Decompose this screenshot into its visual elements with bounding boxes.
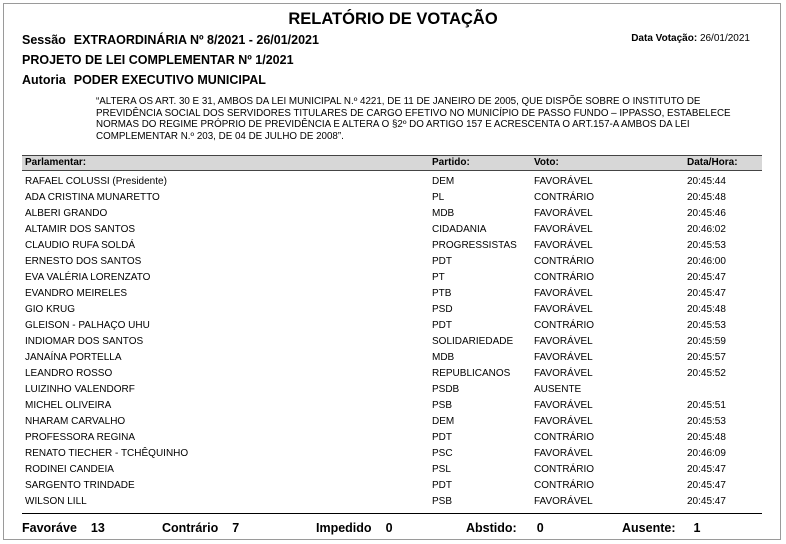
member-party: PL (432, 192, 445, 203)
member-name: MICHEL OLIVEIRA (25, 400, 112, 411)
project-title: PROJETO DE LEI COMPLEMENTAR Nº 1/2021 (22, 53, 294, 67)
header-party: Partido: (432, 157, 470, 168)
table-row (22, 174, 762, 190)
member-vote: CONTRÁRIO (534, 480, 594, 491)
member-party: PT (432, 272, 445, 283)
member-party: PSB (432, 496, 453, 507)
table-row (22, 430, 762, 446)
vote-date (631, 33, 750, 44)
table-row (22, 382, 762, 398)
member-name: RODINEI CANDEIA (25, 464, 114, 475)
member-party: PSC (432, 448, 453, 459)
vote-time: 20:45:57 (687, 352, 726, 363)
vote-date-label: Data Votação: (631, 33, 698, 44)
member-party: CIDADANIA (432, 224, 487, 235)
vote-time: 20:45:48 (687, 304, 726, 315)
member-party: PROGRESSISTAS (432, 240, 517, 251)
table-row (22, 350, 762, 366)
member-name: SARGENTO TRINDADE (25, 480, 135, 491)
table-row (22, 222, 762, 238)
member-party: PDT (432, 256, 452, 267)
member-party: PTB (432, 288, 452, 299)
table-row (22, 462, 762, 478)
table-row (22, 446, 762, 462)
total-absent (622, 521, 700, 535)
member-party: MDB (432, 352, 455, 363)
member-vote: FAVORÁVEL (534, 496, 593, 507)
member-vote: FAVORÁVEL (534, 208, 593, 219)
vote-time: 20:45:53 (687, 320, 726, 331)
member-vote: FAVORÁVEL (534, 176, 593, 187)
table-row (22, 334, 762, 350)
member-vote: FAVORÁVEL (534, 224, 593, 235)
member-vote: FAVORÁVEL (534, 304, 593, 315)
member-vote: AUSENTE (534, 384, 582, 395)
table-row (22, 286, 762, 302)
table-row (22, 302, 762, 318)
table-header (22, 155, 762, 171)
member-vote: FAVORÁVEL (534, 352, 593, 363)
member-vote: FAVORÁVEL (534, 240, 593, 251)
vote-time: 20:45:53 (687, 416, 726, 427)
member-party: MDB (432, 208, 455, 219)
member-vote: FAVORÁVEL (534, 400, 593, 411)
vote-table-body (22, 174, 762, 510)
vote-time: 20:45:46 (687, 208, 726, 219)
member-party: PSL (432, 464, 451, 475)
table-row (22, 238, 762, 254)
member-party: PSDB (432, 384, 460, 395)
vote-time: 20:45:52 (687, 368, 726, 379)
member-name: EVANDRO MEIRELES (25, 288, 128, 299)
vote-time: 20:45:59 (687, 336, 726, 347)
member-vote: CONTRÁRIO (534, 464, 594, 475)
vote-time: 20:46:02 (687, 224, 726, 235)
member-vote: FAVORÁVEL (534, 368, 593, 379)
total-absent-value: 1 (693, 521, 701, 535)
member-name: PROFESSORA REGINA (25, 432, 136, 443)
member-party: PSD (432, 304, 453, 315)
member-name: RENATO TIECHER - TCHÊQUINHO (25, 448, 189, 459)
total-against-value: 7 (232, 521, 240, 535)
member-name: NHARAM CARVALHO (25, 416, 126, 427)
vote-time: 20:46:09 (687, 448, 726, 459)
table-row (22, 254, 762, 270)
total-against-label: Contrário (162, 521, 219, 535)
vote-time: 20:45:47 (687, 272, 726, 283)
vote-time: 20:46:00 (687, 256, 726, 267)
project-summary: “ALTERA OS ART. 30 E 31, AMBOS DA LEI MUNICIPAL N.º 4221, DE 11 DE JANEIRO DE 2005, QUE DISPÕE SOBRE O INSTITUTO DE PREVIDÊNCIA SOCIAL DOS SERVIDORES TITULARES DE CARGO EFETIVO NO MUNICÍPIO DE PASSO FUNDO – IPPASSO, ESTABELECE NORMAS DO REGIME PRÓPRIO DE PREVIDÊNCIA E ALTERA O §2º DO ARTIGO 157 E ACRESCENTA O ART.157-A AMBOS DA LEI COMPLEMENTAR N.º 203, DE 04 DE JULHO DE 2008”. (96, 96, 731, 142)
vote-time: 20:45:48 (687, 192, 726, 203)
vote-time: 20:45:47 (687, 480, 726, 491)
member-name: EVA VALÉRIA LORENZATO (25, 272, 151, 283)
member-name: ALTAMIR DOS SANTOS (25, 224, 136, 235)
member-name: LEANDRO ROSSO (25, 368, 113, 379)
authorship-line (22, 73, 266, 87)
session-label: Sessão (22, 33, 66, 47)
report-title: RELATÓRIO DE VOTAÇÃO (288, 10, 498, 28)
session-value: EXTRAORDINÁRIA Nº 8/2021 - 26/01/2021 (73, 33, 319, 47)
member-name: RAFAEL COLUSSI (Presidente) (25, 176, 167, 187)
member-vote: FAVORÁVEL (534, 288, 593, 299)
member-name: ALBERI GRANDO (25, 208, 108, 219)
table-row (22, 206, 762, 222)
member-party: PDT (432, 320, 452, 331)
table-row (22, 478, 762, 494)
session-line (22, 33, 319, 47)
member-party: DEM (432, 416, 455, 427)
vote-time: 20:45:47 (687, 464, 726, 475)
header-vote: Voto: (534, 157, 559, 168)
member-name: LUIZINHO VALENDORF (25, 384, 135, 395)
member-vote: FAVORÁVEL (534, 336, 593, 347)
member-party: DEM (432, 176, 455, 187)
total-favor-label: Favoráve (22, 521, 77, 535)
vote-time: 20:45:51 (687, 400, 726, 411)
member-vote: FAVORÁVEL (534, 416, 593, 427)
vote-date-value: 26/01/2021 (699, 33, 750, 44)
table-row (22, 270, 762, 286)
vote-time: 20:45:48 (687, 432, 726, 443)
member-name: GIO KRUG (25, 304, 76, 315)
vote-time: 20:45:47 (687, 288, 726, 299)
total-impeded-value: 0 (385, 521, 393, 535)
total-abstained-value: 0 (536, 521, 544, 535)
member-party: PDT (432, 432, 452, 443)
header-datetime: Data/Hora: (687, 157, 738, 168)
member-vote: CONTRÁRIO (534, 192, 594, 203)
member-name: GLEISON - PALHAÇO UHU (25, 320, 150, 331)
member-vote: CONTRÁRIO (534, 432, 594, 443)
member-vote: CONTRÁRIO (534, 272, 594, 283)
vote-time: 20:45:47 (687, 496, 726, 507)
authorship-label: Autoria (22, 73, 66, 87)
table-row (22, 318, 762, 334)
member-party: SOLIDARIEDADE (432, 336, 514, 347)
vote-time: 20:45:44 (687, 176, 726, 187)
table-row (22, 398, 762, 414)
member-name: JANAÍNA PORTELLA (25, 352, 122, 363)
table-row (22, 190, 762, 206)
member-vote: CONTRÁRIO (534, 320, 594, 331)
member-party: PSB (432, 400, 453, 411)
member-party: PDT (432, 480, 452, 491)
table-row (22, 414, 762, 430)
table-row (22, 494, 762, 510)
total-absent-label: Ausente: (622, 521, 676, 535)
table-row (22, 366, 762, 382)
member-vote: CONTRÁRIO (534, 256, 594, 267)
member-name: INDIOMAR DOS SANTOS (25, 336, 144, 347)
total-impeded-label: Impedido (316, 521, 372, 535)
total-abstained (466, 521, 544, 535)
total-abstained-label: Abstido: (466, 521, 517, 535)
authorship-value: PODER EXECUTIVO MUNICIPAL (73, 73, 266, 87)
total-impeded (316, 521, 393, 535)
total-against (162, 521, 239, 535)
member-name: ADA CRISTINA MUNARETTO (25, 192, 160, 203)
header-member: Parlamentar: (25, 157, 87, 168)
total-favor-value: 13 (90, 521, 105, 535)
total-favor (22, 521, 105, 535)
vote-time: 20:45:53 (687, 240, 726, 251)
member-name: ERNESTO DOS SANTOS (25, 256, 142, 267)
member-name: WILSON LILL (25, 496, 87, 507)
member-party: REPUBLICANOS (432, 368, 511, 379)
member-vote: FAVORÁVEL (534, 448, 593, 459)
member-name: CLAUDIO RUFA SOLDÁ (25, 240, 136, 251)
totals-divider (22, 513, 762, 514)
